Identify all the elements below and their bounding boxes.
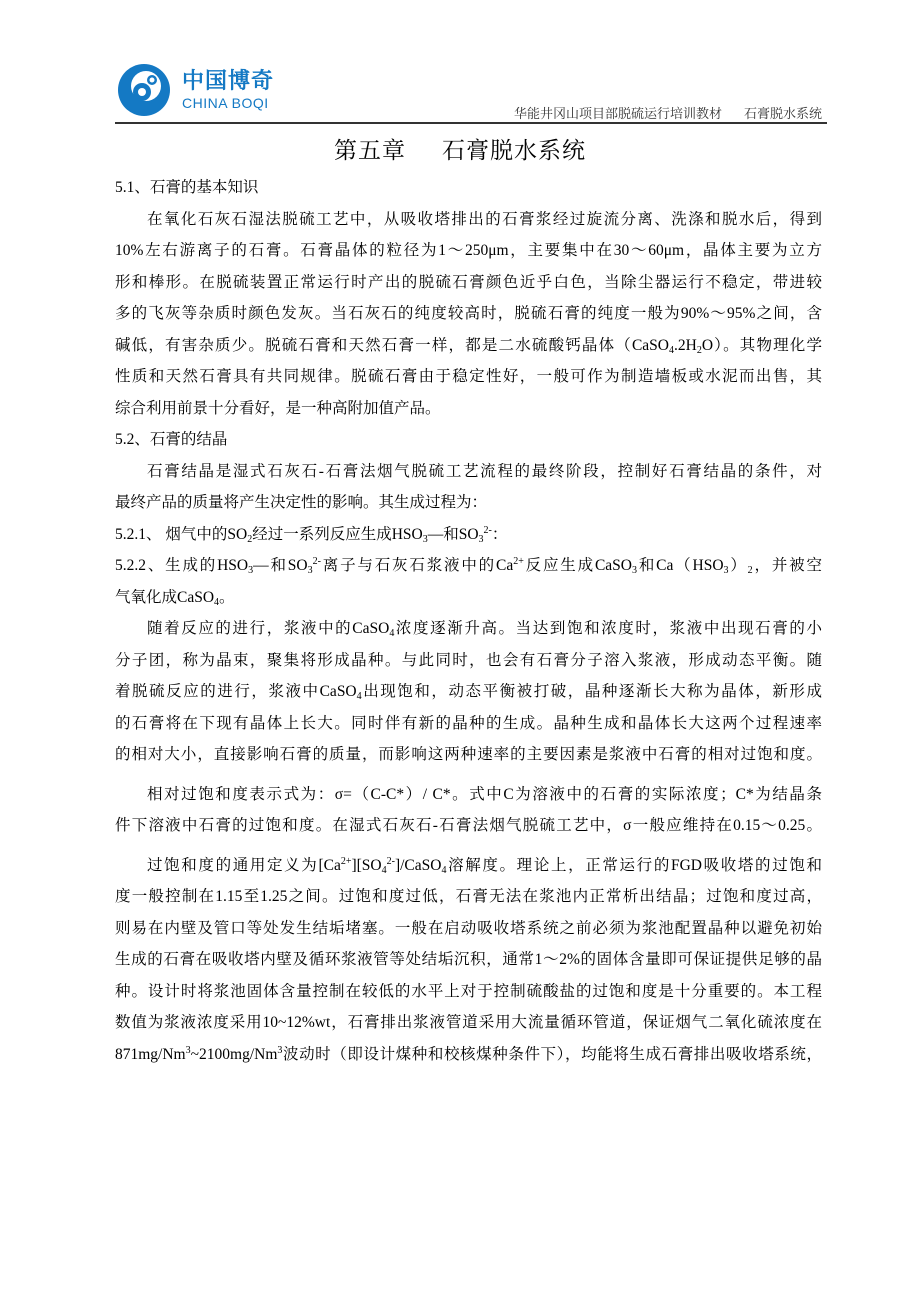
text-run: ~2100mg/Nm (190, 1045, 278, 1063)
text-run: 着脱硫反应的进行，浆液中CaSO (115, 683, 357, 700)
text-line (115, 712, 822, 744)
text-line (115, 649, 822, 681)
superscript: 2+ (340, 855, 352, 867)
text-run: 最终产品的质量将产生决定性的影响。其生成过程为： (115, 494, 488, 511)
text-line (115, 783, 822, 815)
text-line (115, 586, 822, 618)
text-line (115, 491, 822, 523)
text-run: 5.1、石膏的基本知识 (115, 179, 259, 196)
subscript: 4 (668, 344, 674, 356)
text-run: 过饱和度的通用定义为[Ca (147, 856, 341, 874)
text-run: 数值为浆液浓度采用10~12%wt，石膏排出浆液管道采用大流量循环管道，保证烟气二氧化硫浓度在 (115, 1014, 822, 1031)
boqi-logo-icon (116, 62, 172, 118)
text-run: 5.2.1、 烟气中的SO (115, 525, 248, 543)
text-run: .2H (673, 336, 697, 354)
section-heading-line (115, 428, 822, 460)
superscript: 2- (312, 556, 321, 567)
document-title: 华能井冈山项目部脱硫运行培训教材 (513, 106, 722, 121)
text-run: 度一般控制在1.15至1.25之间。过饱和度过低，石膏无法在浆池内正常析出结晶；过饱和度过高， (115, 888, 822, 905)
text-run: 石膏结晶是湿式石灰石-石膏法烟气脱硫工艺流程的最终阶段，控制好石膏结晶的条件，对 (147, 462, 822, 480)
text-line (115, 1043, 822, 1075)
subscript: 3 (723, 565, 729, 576)
text-line (115, 1011, 822, 1043)
text-run: 10%左右游离子的石膏。石膏晶体的粒径为1～250μm，主要集中在30～60μm，晶体主要为立方 (115, 242, 822, 259)
text-line (115, 617, 822, 649)
text-run: ]/CaSO (394, 856, 442, 874)
text-line (115, 948, 822, 980)
text-line (115, 885, 822, 917)
chapter-name: 石膏脱水系统 (442, 137, 586, 163)
text-run: O）。其物理化学 (701, 336, 822, 354)
text-line (115, 208, 822, 240)
section-heading-line (115, 176, 822, 208)
paragraph-gap (115, 775, 822, 783)
text-run: 反应生成CaSO (523, 557, 632, 574)
text-line (115, 854, 822, 886)
running-header (514, 103, 822, 122)
superscript: 2- (386, 855, 395, 867)
text-run: ： (491, 525, 508, 543)
text-run: 在氧化石灰石湿法脱硫工艺中，从吸收塔排出的石膏浆经过旋流分离、洗涤和脱水后，得到 (147, 210, 822, 228)
text-run: ][SO (351, 856, 382, 874)
company-logo (116, 62, 274, 118)
text-line (115, 460, 822, 492)
text-run: 分子团，称为晶束，聚集将形成晶种。与此同时，也会有石膏分子溶入浆液，形成动态平衡。随 (115, 651, 822, 669)
superscript: 2+ (513, 556, 524, 567)
subscript: 3 (632, 565, 637, 576)
subscript: 3 (248, 565, 254, 576)
text-run: 性质和天然石膏具有共同规律。脱硫石膏由于稳定性好，一般可作为制造墙板或水泥而出售，其 (115, 368, 822, 385)
text-run: 871mg/Nm (115, 1045, 186, 1063)
text-run: —和SO (427, 525, 479, 543)
text-run: ） (728, 557, 748, 574)
section-heading-line (115, 523, 822, 555)
text-run: 的相对大小，直接影响石膏的质量，而影响这两种速率的主要因素是浆液中石膏的相对过饱和度。 (115, 746, 822, 763)
text-line (115, 980, 822, 1012)
text-run: 和Ca（HSO (637, 557, 724, 574)
text-line (115, 917, 822, 949)
text-run: 件下溶液中石膏的过饱和度。在湿式石灰石-石膏法烟气脱硫工艺中，σ一般应维持在0.15～0.25。 (115, 817, 822, 834)
paragraph-gap (115, 846, 822, 854)
text-run: 。 (219, 588, 235, 606)
text-run: 则易在内壁及管口等处发生结垢堵塞。一般在启动吸收塔系统之前必须为浆池配置晶种以避免初始 (115, 919, 822, 937)
text-line (115, 302, 822, 334)
subscript: 4 (381, 864, 387, 876)
text-run: 随着反应的进行，浆液中的CaSO (147, 620, 390, 637)
text-run: 5.2.2、生成的HSO (115, 557, 249, 574)
text-run: 气氧化成CaSO (115, 588, 215, 606)
text-line (115, 814, 822, 846)
subscript: 3 (478, 533, 484, 545)
superscript: 2- (483, 524, 492, 536)
text-run: 经过一系列反应生成HSO (252, 525, 423, 543)
subscript: 2 (247, 533, 253, 545)
text-run: 综合利用前景十分看好，是一种高附加值产品。 (115, 399, 441, 417)
text-run: 种。设计时将浆池固体含量控制在较低的水平上对于控制硫酸盐的过饱和度是十分重要的。本工程 (115, 982, 822, 1000)
text-run: 5.2、石膏的结晶 (115, 431, 228, 448)
text-line (115, 743, 822, 775)
text-run: 出现饱和，动态平衡被打破，晶种逐渐长大称为晶体，新形成 (361, 683, 822, 700)
header-divider (115, 122, 827, 124)
superscript: 3 (277, 1044, 283, 1056)
subscript: 3 (307, 565, 313, 576)
subscript: 3 (422, 533, 428, 545)
document-body (115, 176, 822, 1074)
text-line (115, 239, 822, 271)
logo-english-name: CHINA BOQI (182, 95, 269, 111)
text-run: 生成的石膏在吸收塔内壁及循环浆液管等处结垢沉积，通常1～2%的固体含量即可保证提供足够的晶 (115, 951, 822, 968)
text-run: 相对过饱和度表示式为：σ=（C-C*）/ C*。式中C为溶液中的石膏的实际浓度；C*为结晶条 (147, 785, 822, 803)
text-line (115, 554, 822, 586)
text-line (115, 334, 822, 366)
text-run: 溶解度。理论上，正常运行的FGD吸收塔的过饱和 (446, 856, 822, 874)
text-run: 多的飞灰等杂质时颜色发灰。当石灰石的纯度较高时，脱硫石膏的纯度一般为90%～95%之间，含 (115, 305, 822, 322)
text-run: 波动时（即设计煤种和校核煤种条件下），均能将生成石膏排出吸收塔系统， (282, 1045, 822, 1063)
subscript: 4 (441, 864, 447, 876)
text-run: 碱低，有害杂质少。脱硫石膏和天然石膏一样，都是二水硫酸钙晶体（CaSO (115, 336, 669, 354)
text-run: ，并被空 (752, 557, 822, 574)
chapter-number: 第五章 (334, 137, 406, 163)
text-line (115, 365, 822, 397)
subscript: 2 (696, 344, 702, 356)
logo-chinese-name: 中国博奇 (182, 68, 275, 93)
text-run: 形和棒形。在脱硫装置正常运行时产出的脱硫石膏颜色近乎白色，当除尘器运行不稳定，带进较 (115, 273, 822, 291)
subscript: 2 (747, 565, 753, 576)
text-run: 浓度逐渐升高。当达到饱和浓度时，浆液中出现石膏的小 (394, 620, 822, 637)
text-line (115, 680, 822, 712)
text-line (115, 397, 822, 429)
superscript: 3 (185, 1044, 191, 1056)
subscript: 4 (214, 596, 220, 608)
subscript: 4 (356, 691, 362, 702)
text-run: 离子与石灰石浆液中的Ca (320, 557, 514, 574)
section-title: 石膏脱水系统 (743, 106, 822, 121)
text-run: 的石膏将在下现有晶体上长大。同时伴有新的晶种的生成。晶种生成和晶体长大这两个过程速率 (115, 714, 822, 732)
text-run: —和SO (253, 557, 308, 574)
text-line (115, 271, 822, 303)
chapter-title (0, 132, 920, 165)
subscript: 4 (389, 628, 395, 639)
